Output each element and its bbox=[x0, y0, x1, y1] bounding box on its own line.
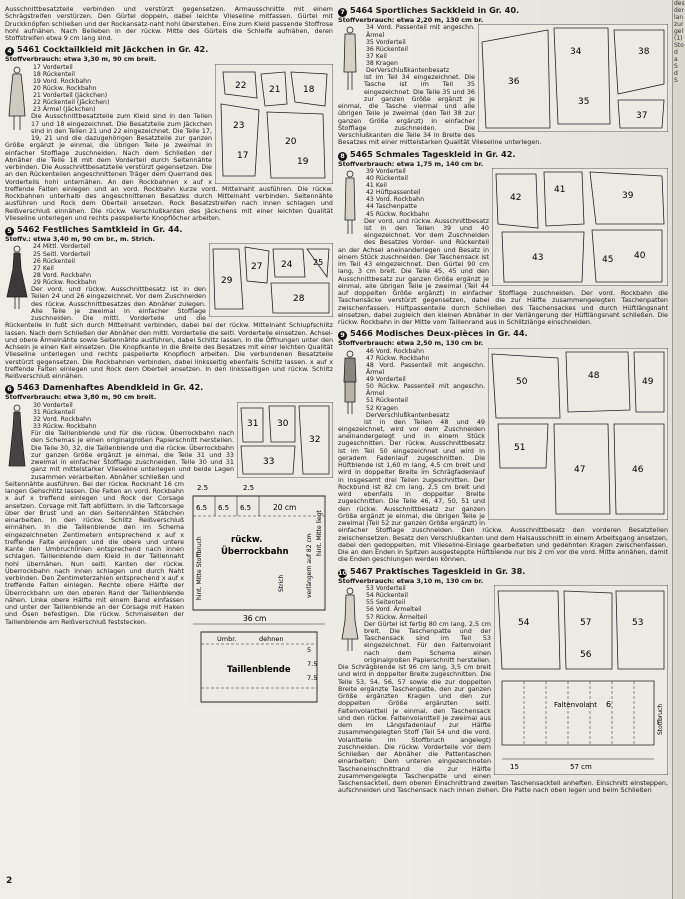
part-item: 50 Rückw. Passenteil mit angeschn. Ärmel bbox=[366, 383, 485, 398]
pattern-diagram-5461 bbox=[215, 64, 333, 184]
instructions-text: Für die Taillenblende und für die rückw. Überrockbahn nach den Schemas je einen originalgroßen Papierschnitt herstellen. Die Teile 30, 32, die Taillenblende und die rückw. Überrockbahn zur ganzen Größe ergänzt je einmal, die Teile 31 und 33 zweimal in einfacher Stofflage zuschneiden. Teile 30 und 31 ganz mit mittelstarker Vlieseline unterlegen und beide Lagen zusammen verarbeiten. Abnäher schließen und Seitennähte ausführen. Bei der rückw. Rocknaht 16 cm langen Gehschlitz lassen. Die Falten an vord. Rockbahn x auf x treffend einlegen und Rock der Corsage ansetzen. Corsage mit Taft abfüttern. In die Taftcorsage über der Brust und an den Seitennähten Stäbchen einarbeiten. In den rückw. Schlitz Reißverschluß einnähen. In die Taillenblende den im Schema eingezeichneten Zentimetern entsprechend x auf x treffende Falte einlegen und die obere und untere Kante den Umbruchlinien entsprechend nach innen schlagen. Taillenblende dem Kleid in der Taillennaht hohl übernähen. Nun seitl. Kanten der rückw. Überrockbahn nach innen schlagen und durch Naht verbinden. Den Zentimeterzahlen entsprechend x auf x treffende Falten einlegen. Rechte obere Hälfte der Überrockbahn um den oberen Rand der Taillenblende nähen. Linke obere Hälfte mit einem Band einfassen und unter der Taillenblende an der Corsage mit Haken und Ösen befestigen. Die rückw. Schmalseiten der Taillenblende am Reißverschluß feststecken. bbox=[5, 429, 234, 626]
svg-text:45: 45 bbox=[602, 254, 614, 265]
intro-text: Ausschnittbesatzteile verbinden und verstürzt gegensetzen. Armausschnitte mit einem Schrägstreifen verstürzen. Den Gürtel doppeln, dabei leichte Vlieseline mitfassen. Gürtel mit Druckknöpfen schließen und der Rockansatz-naht hohl überstehen. Eine zum Kleid passende Stoffrose hohl aufnähen. Nach Belieben in der rückw. Mitte des Gürtels die Schleife aufnähen, deren Stoffstreifen etwa 9 cm lang sind. bbox=[5, 6, 333, 42]
section-number-badge: 9 bbox=[338, 331, 347, 340]
part-item: 46 Vord. Rockbahn bbox=[366, 347, 425, 355]
svg-text:54: 54 bbox=[518, 618, 530, 629]
label-taillenblende: Taillenblende bbox=[227, 664, 291, 675]
svg-text:28: 28 bbox=[293, 294, 305, 305]
pattern-diagram-5467 bbox=[494, 585, 668, 775]
dim-36cm: 36 cm bbox=[243, 613, 267, 623]
label-ueberrockbahn: Überrockbahn bbox=[221, 546, 289, 557]
svg-text:50: 50 bbox=[516, 376, 528, 387]
svg-text:36: 36 bbox=[508, 77, 520, 88]
svg-text:56: 56 bbox=[580, 650, 592, 661]
svg-text:19: 19 bbox=[297, 156, 309, 167]
dim-75-b: 7.5 bbox=[307, 673, 318, 682]
section-5464 bbox=[338, 6, 668, 147]
adjacent-page-edge bbox=[672, 0, 685, 899]
fashion-figure-illustration bbox=[338, 168, 362, 238]
instructions-text: Der vord. und rückw. Ausschnittbesatz ist in den Teilen 24 und 26 eingezeichnet. Vor dem Zuschneiden des rückw. Ausschnittbesatzes den Abnäher zulegen. Alle Teile je zweimal in einfacher Stofflage zuschneiden. Die mittl. Vorderteile und die Rückenteile in fußt sich durch Mittelnaht verbinden, dabei bei der rückw. Mittelnaht Schlupfschlitz lassen. Nach dem Schließen der Abnäher den mittl. Vorderteile die seitl. Vorderteile einsetzen. Achsel- und obere Ärmelnähte sowie Seitennähte ausführen, dabei Schlitz lassen. In die Öffnungen unter den Achseln je einen Keil einsetzen. Die Knopfkante in die Breite des Besatzes mit einer leichten Qualität Vlieseline unterlegen und rechts paspelierte Knopfloch arbeiten. Die verbundenen Besatzteile verstürzt gegensetzen. Die Rockbahnen verbinden, dabei linksseitig ebenfalls Schlitz lassen. x auf x treffende Falten einlegen und Rock dem Oberteil ansetzen. In den linksseitigen und rückw. Schlitz Reißverschluß einnähen. bbox=[5, 285, 333, 381]
fabric-consumption: Stoffverbrauch: etwa 1,75 m, 140 cm br. bbox=[338, 159, 484, 168]
part-item: 45 Rückw. Rockbahn bbox=[366, 210, 430, 218]
instructions-text: ist im Teil 34 eingezeichnet. Die Tasche ist im Teil 35 eingezeichnet. Die Teile 35 und 36 zur ganzen Größe ergänzt je einmal, die Tasche viermal und alle übrigen Teile je zweimal (den Teil 38 zur ganzen Größe ergänzt) in einfacher Stofflage zuschneiden. Die Verschlußkanten die Teile 34 in Breite des Besatzes mit einer mittelstarken Qualität Vlieseline unterlegen. bbox=[338, 73, 542, 147]
part-item: 27 Keil bbox=[33, 264, 54, 272]
part-item: 29 Rückw. Rockbahn bbox=[33, 278, 97, 286]
right-column bbox=[338, 6, 668, 886]
fabric-consumption: Stoffverbrauch: etwa 3,10 m, 130 cm br. bbox=[338, 576, 484, 585]
part-item: 19 Vord. Rockbahn bbox=[33, 77, 92, 85]
svg-text:47: 47 bbox=[574, 464, 586, 475]
part-item: 52 Kragen bbox=[366, 404, 398, 412]
section-number-badge: 6 bbox=[5, 385, 14, 394]
part-item: 56 Vord. Ärmelteil bbox=[366, 606, 422, 614]
dim-5: 5 bbox=[307, 645, 312, 654]
section-5466 bbox=[338, 329, 668, 563]
pattern-diagram-5466 bbox=[488, 348, 668, 520]
part-item: 39 Vorderteil bbox=[366, 167, 406, 175]
label-mitte-liegt: hint. Mitte liegt bbox=[316, 509, 323, 556]
dim-75-a: 7.5 bbox=[307, 659, 318, 668]
dim-20cm: 20 cm bbox=[273, 502, 297, 512]
part-item: 44 Taschenpatte bbox=[366, 203, 418, 211]
part-item: 24 Mittl. Vorderteil bbox=[33, 243, 91, 251]
svg-text:22: 22 bbox=[235, 80, 247, 91]
dim-65-a: 6.5 bbox=[196, 503, 208, 512]
svg-text:43: 43 bbox=[532, 252, 544, 263]
svg-text:37: 37 bbox=[636, 111, 648, 122]
section-number-badge: 7 bbox=[338, 8, 347, 17]
edge-text: a bbox=[674, 56, 678, 63]
part-item: 36 Rückenteil bbox=[366, 45, 408, 53]
svg-text:41: 41 bbox=[554, 184, 566, 195]
part-item: DerVerschlußkantenbesatz bbox=[366, 66, 450, 74]
edge-text: zur bbox=[674, 21, 684, 28]
section-title-text: 5462 Festliches Samtkleid in Gr. 44. bbox=[17, 224, 183, 235]
part-item: 21 Vorderteil (Jäckchen) bbox=[33, 92, 108, 100]
section-5465 bbox=[338, 150, 668, 327]
edge-text: lan bbox=[674, 14, 684, 21]
svg-text:21: 21 bbox=[269, 84, 281, 95]
svg-text:18: 18 bbox=[303, 84, 315, 95]
part-item: 17 Vorderteil bbox=[33, 63, 73, 71]
section-number-badge: 10 bbox=[338, 568, 348, 577]
edge-text: (1) bbox=[674, 35, 683, 42]
section-5461 bbox=[5, 45, 333, 222]
section-5462 bbox=[5, 225, 333, 380]
part-item: 30 Vorderteil bbox=[33, 401, 73, 409]
edge-text: d bbox=[674, 49, 678, 56]
edge-text: d bbox=[674, 70, 678, 77]
part-item: 42 Hüftpassenteil bbox=[366, 189, 421, 197]
part-item: DerVerschlußkantenbesatz bbox=[366, 411, 450, 419]
svg-text:53: 53 bbox=[632, 618, 644, 629]
label-rueckw: rückw. bbox=[231, 534, 263, 545]
pattern-diagram-5462 bbox=[209, 243, 333, 317]
section-title bbox=[338, 150, 668, 161]
fashion-figure-illustration bbox=[338, 348, 362, 418]
label-lengthen: verlängern auf 82 cm bbox=[306, 533, 313, 598]
svg-text:33: 33 bbox=[263, 456, 275, 467]
part-item: 35 Vorderteil bbox=[366, 38, 406, 46]
svg-text:34: 34 bbox=[570, 47, 582, 58]
overskirt-taillenblende-schema bbox=[187, 480, 333, 708]
part-item: 55 Seitenteil bbox=[366, 599, 406, 607]
label-mitte-stoffbruch: hint. Mitte Stoffbruch bbox=[196, 535, 203, 600]
instructions-text: Der vord. und rückw. Ausschnittbesatz ist in den Teilen 39 und 40 eingezeichnet. Vor dem Zuschneiden des Besatzes Vorder- und Rückenteil an der Achsel aneinanderlegen und Besatz in einem Stück zuschneiden. Der Taschensack ist im Teil 43 eingezeichnet. Den Gürtel 90 cm lang, 3 cm breit. Die Teile 45, 45 und den Ausschnittbesatz zur ganzen Größe ergänzt je einmal, alle übrigen Teile je zweimal (Teil 44 auf doppelten Größe ergänzt) in einfacher Stofflage zuschneiden. Der vord. Rockbahn die Taschensäcke verstürzt gegensetzen, dabei die zur Hälfte zusammengelegten Taschenpatten zwischenfassen. Hüftpassenteile durch Schließen des Taschensackes und durch Hüftlängsnaht einsetzen, dabei zugleich den kleinen Abnäher in der Verlängerung der Hüftlängsnaht schließen. Die rückw. Rockbahn in der Mitte vom Taillenrand aus in Schlitzlänge einschneiden. bbox=[338, 216, 668, 327]
svg-text:39: 39 bbox=[622, 190, 634, 201]
svg-text:24: 24 bbox=[281, 260, 293, 271]
svg-text:17: 17 bbox=[237, 150, 249, 161]
part-item: 51 Rückenteil bbox=[366, 397, 408, 405]
fabric-consumption: Stoffverbrauch: etwa 3,80 m, 90 cm breit. bbox=[5, 393, 157, 402]
part-item: 22 Rückenteil (Jäckchen) bbox=[33, 99, 110, 107]
part-item: 23 Ärmel (Jäckchen) bbox=[33, 106, 96, 114]
dim-65-b: 6.5 bbox=[218, 503, 230, 512]
part-item: 31 Rückenteil bbox=[33, 408, 75, 416]
part-item: 49 Vorderteil bbox=[366, 376, 406, 384]
part-item: 43 Vord. Rockbahn bbox=[366, 196, 425, 204]
part-item: 57 Rückw. Ärmelteil bbox=[366, 613, 428, 621]
fashion-figure-illustration bbox=[338, 24, 362, 94]
label-umbr: Umbr. bbox=[217, 634, 237, 643]
section-title-text: 5467 Praktisches Tageskleid in Gr. 38. bbox=[350, 565, 526, 576]
edge-text: des bbox=[674, 0, 685, 7]
part-item: 38 Kragen bbox=[366, 59, 398, 67]
instructions-text: ist in den Teilen 48 und 49 eingezeichnet, wird vor dem Zuschneiden aneinandergelegt und in einem Stück zugeschnitten. Der rückw. Ausschnittbesatz ist im Teil 50 eingezeichnet und wird in geradem Fadenlauf zugeschnitten. Die Hüftblende ist 1,60 m lang, 4,5 cm breit und wird in doppelter Breite im Schrägfadenlauf in insgesamt drei Teilen zugeschnitten. Der Rockbund ist 82 cm lang, 2,5 cm breit und wird ebenfalls in doppelter Breite zugeschnitten. Die Teile 46, 47, 50, 51 und den rückw. Ausschnittbesatz zur ganzen Größe ergänzt je einmal, die übrigen Teile je zweimal (Teil 52 zur ganzen Größe ergänzt) in einfacher Stofflage zuschneiden. Den rückw. Ausschnittbesatz den vorderen Besatzteilen zwischensetzen. Besatz den Verschlußkanten und dem Halsausschnitt in einem Arbeitsgang ansetzen, dabei den gedoppelten, mit Vlieseline-Einlage gearbeiteten und gedehnten Kragen zwischenfassen. Die an den Enden in Spitzen ausgesteppte Hüftblende nur bis 2 cm vor die vord. Mitte annähen, damit die Enden geschlungen werden können. bbox=[338, 417, 668, 564]
label-faltenvolant: Faltenvolant bbox=[554, 701, 597, 710]
svg-text:32: 32 bbox=[309, 434, 321, 445]
section-title-text: 5461 Cocktailkleid mit Jäckchen in Gr. 42. bbox=[17, 44, 209, 55]
section-number-badge: 4 bbox=[5, 47, 14, 56]
svg-text:29: 29 bbox=[221, 276, 233, 287]
part-item: 20 Rückw. Rockbahn bbox=[33, 84, 97, 92]
section-5463 bbox=[5, 382, 333, 682]
label-dehnen: dehnen bbox=[259, 634, 284, 643]
part-item: 33 Rückw. Rockbahn bbox=[33, 422, 97, 430]
fabric-consumption: Stoffverbrauch: etwa 2,50 m, 130 cm br. bbox=[338, 339, 484, 348]
dim-57cm: 57 cm bbox=[570, 763, 592, 772]
page-number: 2 bbox=[6, 876, 13, 886]
label-stoffbruch: Stoffbruch bbox=[657, 703, 664, 736]
section-title-text: 5465 Schmales Tageskleid in Gr. 42. bbox=[350, 148, 516, 159]
fashion-figure-illustration bbox=[338, 585, 362, 655]
part-item: 40 Rückenteil bbox=[366, 175, 408, 183]
part-item: 32 Vord. Rockbahn bbox=[33, 415, 92, 423]
fashion-figure-illustration bbox=[5, 64, 29, 134]
edge-text: S bbox=[674, 63, 678, 70]
svg-text:27: 27 bbox=[251, 262, 263, 273]
svg-text:57: 57 bbox=[580, 618, 592, 629]
fabric-consumption: Stoffv.: etwa 3,40 m, 90 cm br., m. Strich. bbox=[5, 235, 155, 244]
edge-text: gel bbox=[674, 28, 684, 35]
dim-25-b: 2.5 bbox=[243, 483, 255, 492]
part-item: 47 Rückw. Rockbahn bbox=[366, 354, 430, 362]
pattern-diagram-5465 bbox=[492, 168, 668, 286]
fabric-consumption: Stoffverbrauch: etwa 2,20 m, 130 cm br. bbox=[338, 16, 484, 24]
part-item: 18 Rückenteil bbox=[33, 70, 75, 78]
dim-15: 15 bbox=[510, 763, 519, 772]
svg-text:40: 40 bbox=[634, 250, 646, 261]
svg-text:23: 23 bbox=[233, 120, 245, 131]
edge-text: S bbox=[674, 77, 678, 84]
dim-25-a: 2.5 bbox=[197, 483, 209, 492]
svg-text:25: 25 bbox=[313, 258, 324, 268]
section-title-text: 5464 Sportliches Sackkleid in Gr. 40. bbox=[350, 6, 520, 15]
svg-text:46: 46 bbox=[632, 464, 644, 475]
part-item: 34 Vord. Passenteil mit angeschn. Ärmel bbox=[366, 24, 475, 39]
svg-text:35: 35 bbox=[578, 97, 590, 108]
svg-text:48: 48 bbox=[588, 370, 600, 381]
section-number-badge: 8 bbox=[338, 152, 347, 161]
section-title-text: 5463 Damenhaftes Abendkleid in Gr. 42. bbox=[17, 382, 204, 393]
part-item: 48 Vord. Passenteil mit angeschn. Ärmel bbox=[366, 361, 485, 377]
edge-text: Sto bbox=[674, 42, 684, 49]
instructions-text: Die Ausschnittbesatzteile zum Kleid sind in den Teilen 17 und 18 eingezeichnet. Die Besatzteile zum Jäckchen sind in den Teilen 21 und 22 eingezeichnet. Die Teile 17, 19, 21 und die dazugehörigen Besatzteile zur ganzen Größe ergänzt je einmal, die übrigen Teile je zweimal in einfacher Stofflage zuschneiden. Nach dem Schließen der Abnäher die Teile 18 mit dem Vorderteil durch Seitennähte verbinden. Die Ausschnittbesatzteile verstürzt gegensetzen. Die an den Rückenteilen angeschnittenen Träger dem Querrand des Vorderteils hohl unternähen. An den Rockbahnen x auf x treffende Falten einlegen und an vord. Rockbahn kurze vord. Mittelnaht ausführen. Die rückw. Rockbahnen unterhalb des angeschnittenen Besatzes durch Mittelnaht verbinden. Seitennähte ausführen und Rock dem Oberteil ansetzen. Rock Besatzstreifen nach innen schlagen und Reißverschluß einnähen. Die rückw. Verschlußkanten des Jäckchens mit einer leichten Qualität Vlieseline unterlegen und rechts passpelierte Knopflöcher arbeiten. bbox=[5, 112, 333, 222]
pattern-diagram-5464 bbox=[478, 24, 668, 132]
instructions-text: Der Gürtel ist fertig 80 cm lang, 2,5 cm breit. Die Taschenpatte und der Taschensack sind im Teil 53 eingezeichnet. Für den Faltenvolant nach dem Schema einen originalgroßen Papierschnitt herstellen. Die Schrägblende ist 96 cm lang, 3,5 cm breit und wird in doppelter Breite zugeschnitten. Die Teile 53, 54, 56, 57 sowie die zur doppelten Breite ergänzte Taschenpatte, den zur ganzen Größe ergänzten Kragen und den zur doppelten Größe ergänzten seitl. Faltenvolantteil je einmal, den Taschensack und den rückw. Faltenvolantteil je zweimal aus dem im Längsfadenlauf zur Hälfte zusammengelegten Stoff (Teil 54 und die vord. Volantteile im Stoffbruch angelegt) zuschneiden. Die rückw. Vorderteile vor dem Schließen der Abnäher die Pattentaschen einarbeiten: Dem unteren eingezeichneten Tascheneinschnittrand die zur Hälfte zusammengelegte Taschenpatte und einen Taschensacktell, dem oberen Einschnittrand zweiten Taschensackteil anheften. Einschnitt einsteppen, aufschneiden und Taschensack nach innen ziehen. Die Patte nach oben legen und beim Schließen bbox=[338, 619, 668, 795]
svg-text:31: 31 bbox=[247, 418, 259, 429]
fabric-consumption: Stoffverbrauch: etwa 3,30 m, 90 cm breit. bbox=[5, 55, 157, 64]
section-5467 bbox=[338, 567, 668, 795]
part-item: 25 Seitl. Vorderteil bbox=[33, 250, 91, 258]
section-title-text: 5466 Modisches Deux-pièces in Gr. 44. bbox=[350, 328, 528, 339]
svg-text:38: 38 bbox=[638, 47, 650, 58]
part-item: 26 Rückenteil bbox=[33, 257, 75, 265]
pattern-diagram-5463-small bbox=[237, 402, 333, 478]
part-item: 28 Vord. Rockbahn bbox=[33, 271, 92, 279]
part-item: 54 Rückenteil bbox=[366, 592, 408, 600]
fashion-figure-illustration bbox=[5, 402, 29, 472]
part-item: 41 Keil bbox=[366, 182, 387, 190]
edge-text: der bbox=[674, 7, 684, 14]
part-item: 37 Keil bbox=[366, 52, 387, 60]
svg-text:20: 20 bbox=[285, 136, 297, 147]
section-number-badge: 5 bbox=[5, 227, 14, 236]
dim-65-c: 6.5 bbox=[240, 503, 252, 512]
svg-text:51: 51 bbox=[514, 442, 526, 453]
label-strich: Strich bbox=[278, 574, 285, 592]
part-item: 53 Vorderteil bbox=[366, 585, 406, 593]
fashion-figure-illustration bbox=[5, 243, 29, 313]
dim-6: 6 bbox=[606, 700, 612, 710]
svg-text:42: 42 bbox=[510, 192, 522, 203]
svg-text:30: 30 bbox=[277, 418, 289, 429]
left-column bbox=[5, 6, 333, 886]
svg-text:49: 49 bbox=[642, 376, 654, 387]
